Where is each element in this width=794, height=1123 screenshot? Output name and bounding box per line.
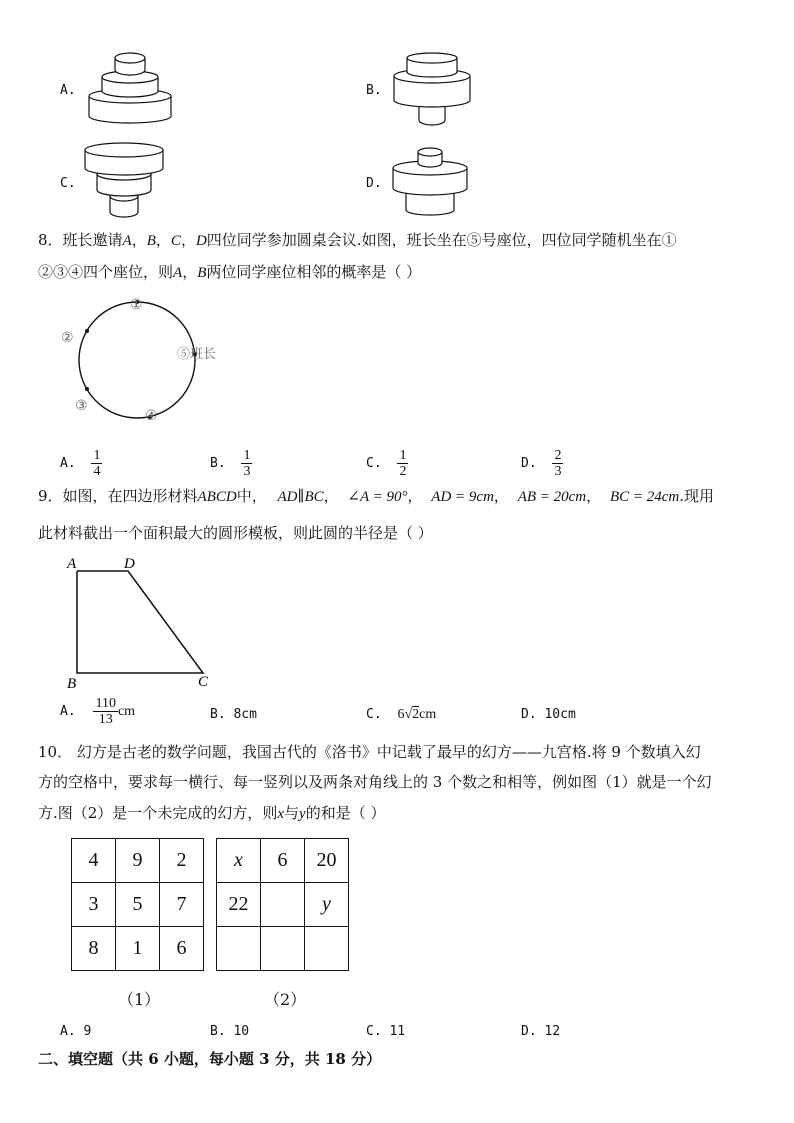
grid2-cell: x xyxy=(217,839,261,883)
grid1-cell: 9 xyxy=(116,839,160,883)
magic-square-2 xyxy=(216,838,349,971)
q9-stem-line1: 9．如图，在四边形材料ABCD中， AD∥BC， ∠A = 90°， AD = 9cm， AB = 20cm， BC = 24cm.现用 xyxy=(38,487,714,505)
grid1-cell: 1 xyxy=(116,927,160,971)
q10-stem-line1: 10． 幻方是古老的数学问题，我国古代的《洛书》中记载了最早的幻方——九宫格.将 9 个数填入幻 xyxy=(38,743,701,761)
grid2-cell xyxy=(261,927,305,971)
grid1-cell: 4 xyxy=(72,839,116,883)
grid1-cell: 7 xyxy=(160,883,204,927)
q7-option-a-figure xyxy=(85,46,175,128)
q7-option-d-figure xyxy=(390,146,470,220)
q9-option-c[interactable]: C. 6√2cm xyxy=(366,707,437,722)
q7-option-d-label: D. xyxy=(366,176,382,191)
grid2-cell: 22 xyxy=(217,883,261,927)
q8-option-c[interactable]: C. $\frac{1}{2}$ xyxy=(366,448,407,479)
q9-option-a[interactable]: A. $\frac{110}{13}$ cm xyxy=(60,696,136,727)
magic-square-1 xyxy=(71,838,204,971)
q8-round-table-figure xyxy=(55,292,235,432)
vertex-d-label: D xyxy=(124,556,135,572)
q7-option-c-label: C. xyxy=(60,176,76,191)
seat-5-label: ⑤班长 xyxy=(177,346,217,361)
grid2-cell: y xyxy=(305,883,349,927)
q7-option-a-label: A. xyxy=(60,83,76,98)
q9-option-b[interactable]: B. 8cm xyxy=(210,707,257,722)
grid2-caption: （2） xyxy=(264,990,307,1009)
seat-4-label: ④ xyxy=(145,409,158,424)
grid2-cell xyxy=(217,927,261,971)
grid1-cell: 6 xyxy=(160,927,204,971)
seat-3-label: ③ xyxy=(75,399,88,414)
q9-stem-line2: 此材料截出一个面积最大的圆形模板，则此圆的半径是（ ） xyxy=(38,524,433,542)
vertex-a-label: A xyxy=(67,556,77,572)
q10-stem-line3: 方.图（2）是一个未完成的幻方，则x与y的和是（ ） xyxy=(38,804,386,822)
q10-stem-line2: 方的空格中，要求每一横行、每一竖列以及两条对角线上的 3 个数之和相等，例如图（1）就是一个幻 xyxy=(38,773,712,791)
seat-1-label: ① xyxy=(130,298,143,313)
section-2-title: 二、填空题（共 6 小题，每小题 3 分，共 18 分） xyxy=(38,1050,382,1068)
q9-option-d[interactable]: D. 10cm xyxy=(521,707,576,722)
q8-stem-line2: ②③④四个座位，则A，B两位同学座位相邻的概率是（ ） xyxy=(38,263,422,281)
q9-trapezoid-figure xyxy=(62,552,222,694)
q8-stem-line1: 8．班长邀请A，B，C，D四位同学参加圆桌会议.如图，班长坐在⑤号座位，四位同学随机坐在① xyxy=(38,231,677,249)
grid2-cell xyxy=(305,927,349,971)
vertex-c-label: C xyxy=(198,674,209,690)
grid1-caption: （1） xyxy=(118,990,161,1009)
seat-2-label: ② xyxy=(61,331,74,346)
q7-option-b-figure xyxy=(392,48,472,132)
q8-option-a[interactable]: A. $\frac{1}{4}$ xyxy=(60,448,101,479)
q10-option-b[interactable]: B. 10 xyxy=(210,1024,250,1039)
grid2-cell: 20 xyxy=(305,839,349,883)
grid1-cell: 2 xyxy=(160,839,204,883)
q7-option-b-label: B. xyxy=(366,83,382,98)
grid1-cell: 8 xyxy=(72,927,116,971)
q8-option-d[interactable]: D. $\frac{2}{3}$ xyxy=(521,448,562,479)
grid2-cell xyxy=(261,883,305,927)
grid1-cell: 5 xyxy=(116,883,160,927)
q10-option-c[interactable]: C. 11 xyxy=(366,1024,406,1039)
q10-option-a[interactable]: A. 9 xyxy=(60,1024,92,1039)
q8-option-b[interactable]: B. $\frac{1}{3}$ xyxy=(210,448,251,479)
grid2-cell: 6 xyxy=(261,839,305,883)
q7-option-c-figure xyxy=(83,140,165,220)
vertex-b-label: B xyxy=(67,676,77,692)
q10-option-d[interactable]: D. 12 xyxy=(521,1024,561,1039)
grid1-cell: 3 xyxy=(72,883,116,927)
